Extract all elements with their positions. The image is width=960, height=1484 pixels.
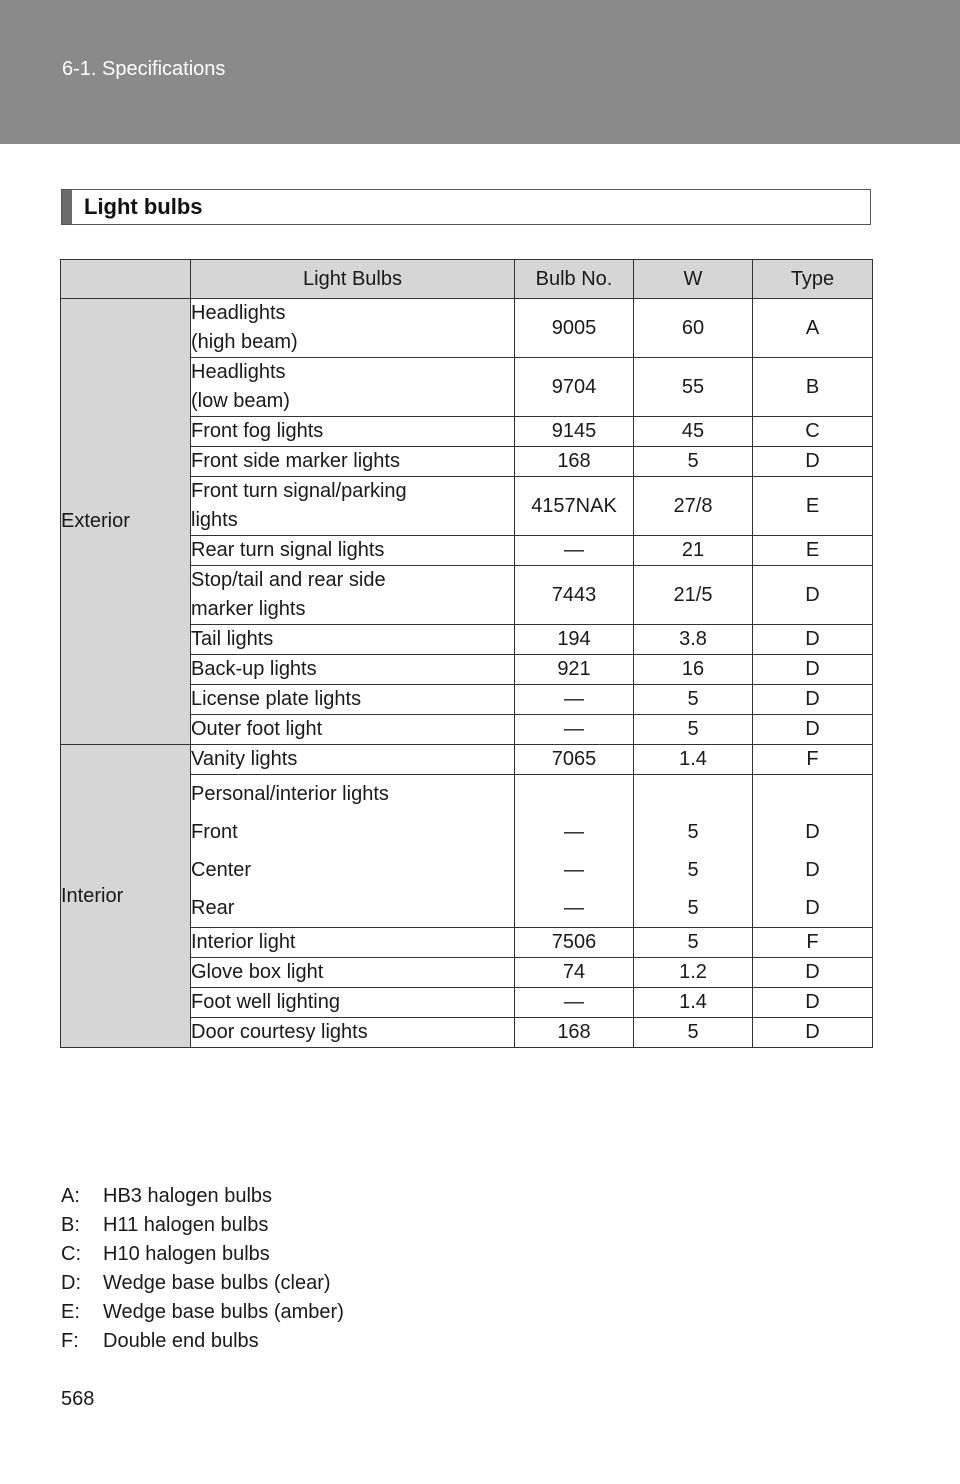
bulb-type: D: [753, 958, 873, 988]
bulb-type: D: [753, 685, 873, 715]
header-band: [0, 0, 960, 144]
wattage: 1.2: [634, 958, 753, 988]
bulb-number: —: [515, 685, 634, 715]
bulb-number: 168: [515, 447, 634, 477]
table-header-row: [61, 260, 873, 299]
sub-item-name: Rear: [191, 897, 235, 919]
section-reference: 6-1. Specifications: [62, 58, 226, 80]
bulb-name: [191, 685, 515, 715]
bulb-number: 7443: [515, 566, 634, 625]
bulb-name: [191, 775, 515, 928]
bulb-name: [191, 1018, 515, 1048]
table-row: [61, 299, 873, 358]
sub-item-type: D: [805, 821, 820, 843]
bulb-name: [191, 299, 515, 358]
bulb-type: B: [753, 358, 873, 417]
bulb-name-line: Front turn signal/parking: [191, 480, 407, 502]
column-header: Bulb No.: [515, 260, 634, 299]
spacer: [634, 775, 752, 813]
sub-item-type: D: [805, 897, 820, 919]
bulb-number: 4157NAK: [515, 477, 634, 536]
legend-text: Wedge base bulbs (amber): [103, 1301, 344, 1323]
bulb-name-line: Headlights: [191, 302, 286, 324]
bulb-name: [191, 477, 515, 536]
sub-item-name: Front: [191, 821, 238, 843]
bulb-name-line: Foot well lighting: [191, 991, 340, 1013]
bulb-name-line: Stop/tail and rear side: [191, 569, 386, 591]
bulb-name: [191, 625, 515, 655]
legend-item: [61, 1211, 344, 1240]
wattage: 5: [634, 685, 753, 715]
sub-item-w: 5: [687, 821, 699, 843]
bulb-name-line: (high beam): [191, 331, 298, 353]
wattage: 3.8: [634, 625, 753, 655]
bulb-type: F: [753, 928, 873, 958]
bulb-number: 194: [515, 625, 634, 655]
wattage: 5: [634, 715, 753, 745]
bulb-type: D: [753, 1018, 873, 1048]
column-header: Type: [753, 260, 873, 299]
bulb-name-line: Back-up lights: [191, 658, 317, 680]
bulb-name-line: Door courtesy lights: [191, 1021, 368, 1043]
wattage: [634, 775, 753, 928]
wattage: 16: [634, 655, 753, 685]
bulb-name-line: lights: [191, 509, 238, 531]
wattage: 60: [634, 299, 753, 358]
sub-item-bulb: —: [564, 859, 584, 881]
bulb-number: 7506: [515, 928, 634, 958]
table-body: [61, 299, 873, 1048]
legend-key: C:: [61, 1243, 81, 1265]
bulb-number: 9145: [515, 417, 634, 447]
legend-text: Wedge base bulbs (clear): [103, 1272, 331, 1294]
legend-item: [61, 1269, 344, 1298]
bulb-type: E: [753, 477, 873, 536]
bulb-number: 921: [515, 655, 634, 685]
legend-key: D:: [61, 1272, 81, 1294]
wattage: 1.4: [634, 988, 753, 1018]
sub-item-name: Center: [191, 859, 252, 881]
bulb-name: [191, 566, 515, 625]
bulb-number: —: [515, 715, 634, 745]
sub-item-bulb: —: [564, 897, 584, 919]
page-number: 568: [61, 1388, 95, 1410]
light-bulbs-table: [60, 259, 873, 1048]
spacer: [753, 775, 872, 813]
legend-key: F:: [61, 1330, 79, 1352]
bulb-name: [191, 417, 515, 447]
bulb-name-line: Glove box light: [191, 961, 324, 983]
bulb-name-line: Headlights: [191, 361, 286, 383]
bulb-type: D: [753, 988, 873, 1018]
legend-key: A:: [61, 1185, 80, 1207]
bulb-name-line: Tail lights: [191, 628, 274, 650]
bulb-type-legend: [61, 1182, 344, 1356]
bulb-name-line: marker lights: [191, 598, 306, 620]
bulb-name-line: Outer foot light: [191, 718, 323, 740]
bulb-number: 9704: [515, 358, 634, 417]
bulb-number: 9005: [515, 299, 634, 358]
section-heading: [61, 189, 871, 225]
bulb-name-line: Personal/interior lights: [191, 783, 389, 805]
bulb-name-line: Interior light: [191, 931, 296, 953]
bulb-type: D: [753, 625, 873, 655]
legend-text: HB3 halogen bulbs: [103, 1185, 273, 1207]
legend-text: H11 halogen bulbs: [103, 1214, 269, 1236]
bulb-number: —: [515, 988, 634, 1018]
heading-title: Light bulbs: [84, 194, 203, 219]
wattage: 55: [634, 358, 753, 417]
legend-text: H10 halogen bulbs: [103, 1243, 270, 1265]
table-row: [61, 745, 873, 775]
legend-item: [61, 1327, 344, 1356]
bulb-number: 74: [515, 958, 634, 988]
bulb-name: [191, 655, 515, 685]
wattage: 5: [634, 447, 753, 477]
bulb-type: C: [753, 417, 873, 447]
group-label-exterior: Exterior: [61, 299, 191, 745]
bulb-name: [191, 536, 515, 566]
bulb-type: D: [753, 655, 873, 685]
bulb-name: [191, 988, 515, 1018]
legend-item: [61, 1240, 344, 1269]
bulb-type: D: [753, 566, 873, 625]
bulb-name-line: Vanity lights: [191, 748, 298, 770]
bulb-type: A: [753, 299, 873, 358]
wattage: 1.4: [634, 745, 753, 775]
column-header: [61, 260, 191, 299]
bulb-name: [191, 745, 515, 775]
wattage: 5: [634, 1018, 753, 1048]
bulb-type: [753, 775, 873, 928]
group-label-interior: Interior: [61, 745, 191, 1048]
spacer: [515, 775, 633, 813]
bulb-name-line: (low beam): [191, 390, 290, 412]
legend-text: Double end bulbs: [103, 1330, 259, 1352]
bulb-number: 7065: [515, 745, 634, 775]
sub-item-w: 5: [687, 897, 699, 919]
bulb-type: D: [753, 715, 873, 745]
bulb-name: [191, 928, 515, 958]
bulb-type: E: [753, 536, 873, 566]
bulb-type: D: [753, 447, 873, 477]
legend-item: [61, 1298, 344, 1327]
sub-item-w: 5: [687, 859, 699, 881]
legend-item: [61, 1182, 344, 1211]
bulb-number: 168: [515, 1018, 634, 1048]
bulb-number: [515, 775, 634, 928]
bulb-name: [191, 958, 515, 988]
bulb-number: —: [515, 536, 634, 566]
wattage: 21/5: [634, 566, 753, 625]
bulb-name: [191, 715, 515, 745]
wattage: 21: [634, 536, 753, 566]
sub-item-bulb: —: [564, 821, 584, 843]
bulb-name-line: Front fog lights: [191, 420, 324, 442]
column-header: Light Bulbs: [191, 260, 515, 299]
wattage: 45: [634, 417, 753, 447]
bulb-name: [191, 358, 515, 417]
column-header: W: [634, 260, 753, 299]
legend-key: B:: [61, 1214, 80, 1236]
heading-accent-bar: [62, 190, 72, 224]
legend-key: E:: [61, 1301, 80, 1323]
wattage: 27/8: [634, 477, 753, 536]
bulb-name-line: Front side marker lights: [191, 450, 400, 472]
wattage: 5: [634, 928, 753, 958]
bulb-type: F: [753, 745, 873, 775]
sub-item-type: D: [805, 859, 820, 881]
bulb-name-line: License plate lights: [191, 688, 362, 710]
bulb-name: [191, 447, 515, 477]
bulb-name-line: Rear turn signal lights: [191, 539, 385, 561]
